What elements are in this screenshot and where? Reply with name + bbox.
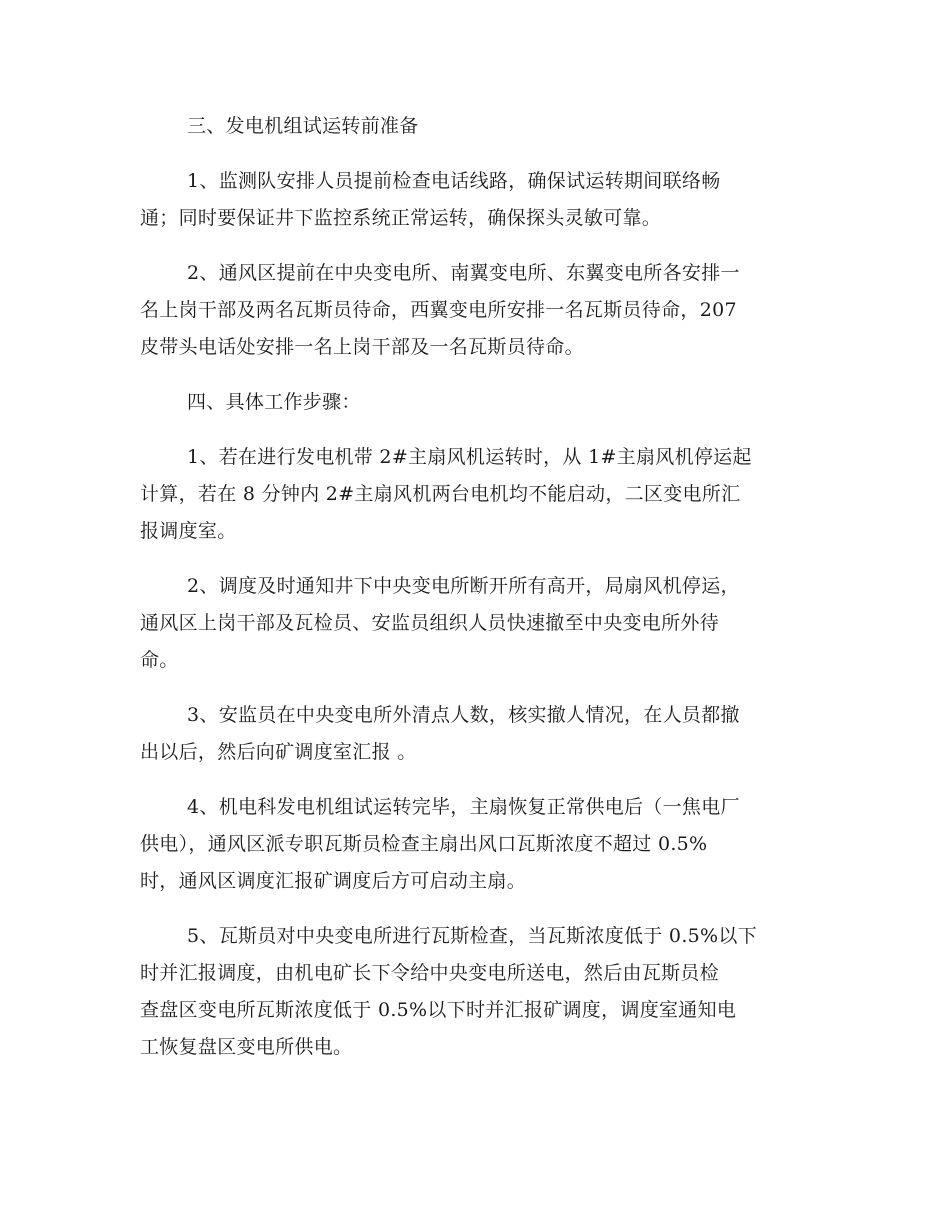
- text-line: 2、通风区提前在中央变电所、南翼变电所、东翼变电所各安排一: [187, 262, 740, 284]
- paragraph-step-1: [140, 439, 808, 550]
- text-line: 1、监测队安排人员提前检查电话线路，确保试运转期间联络畅: [187, 170, 721, 192]
- text-line: 时，通风区调度汇报矿调度后方可启动主扇。: [140, 870, 527, 892]
- paragraph-ventilation-standby: [140, 255, 808, 366]
- text-line: 5、瓦斯员对中央变电所进行瓦斯检查，当瓦斯浓度低于 0.5%以下: [187, 925, 757, 947]
- text-line: 4、机电科发电机组试运转完毕，主扇恢复正常供电后（一焦电厂: [187, 796, 740, 818]
- paragraph-step-4: [140, 789, 808, 900]
- paragraph-step-2: [140, 568, 808, 679]
- text-line: 计算，若在 8 分钟内 2#主扇风机两台电机均不能启动，二区变电所汇: [140, 483, 741, 505]
- text-line: 出以后，然后向矿调度室汇报 。: [140, 741, 417, 763]
- text-line: 命。: [140, 649, 179, 671]
- paragraph-monitoring-team: [140, 163, 808, 237]
- text-line: 四、具体工作步骤：: [187, 391, 361, 413]
- text-line: 三、发电机组试运转前准备: [187, 115, 419, 137]
- text-line: 查盘区变电所瓦斯浓度低于 0.5%以下时并汇报矿调度，调度室通知电: [140, 999, 737, 1021]
- text-line: 2、调度及时通知井下中央变电所断开所有高开，局扇风机停运，: [187, 575, 740, 597]
- text-line: 时并汇报调度，由机电矿长下令给中央变电所送电，然后由瓦斯员检: [140, 962, 720, 984]
- document-body: [140, 108, 808, 1084]
- section-heading-steps: [140, 384, 808, 421]
- text-line: 名上岗干部及两名瓦斯员待命，西翼变电所安排一名瓦斯员待命，207: [140, 299, 737, 321]
- text-line: 供电），通风区派专职瓦斯员检查主扇出风口瓦斯浓度不超过 0.5%: [140, 833, 708, 855]
- text-line: 报调度室。: [140, 520, 237, 542]
- paragraph-step-3: [140, 697, 808, 771]
- section-heading-preparation: [140, 108, 808, 145]
- text-line: 工恢复盘区变电所供电。: [140, 1036, 353, 1058]
- paragraph-step-5: [140, 918, 808, 1066]
- text-line: 1、若在进行发电机带 2#主扇风机运转时，从 1#主扇风机停运起: [187, 446, 752, 468]
- text-line: 通风区上岗干部及瓦检员、安监员组织人员快速撤至中央变电所外待: [140, 612, 720, 634]
- text-line: 通；同时要保证井下监控系统正常运转，确保探头灵敏可靠。: [140, 207, 662, 229]
- text-line: 3、安监员在中央变电所外清点人数，核实撤人情况，在人员都撤: [187, 704, 740, 726]
- text-line: 皮带头电话处安排一名上岗干部及一名瓦斯员待命。: [140, 336, 584, 358]
